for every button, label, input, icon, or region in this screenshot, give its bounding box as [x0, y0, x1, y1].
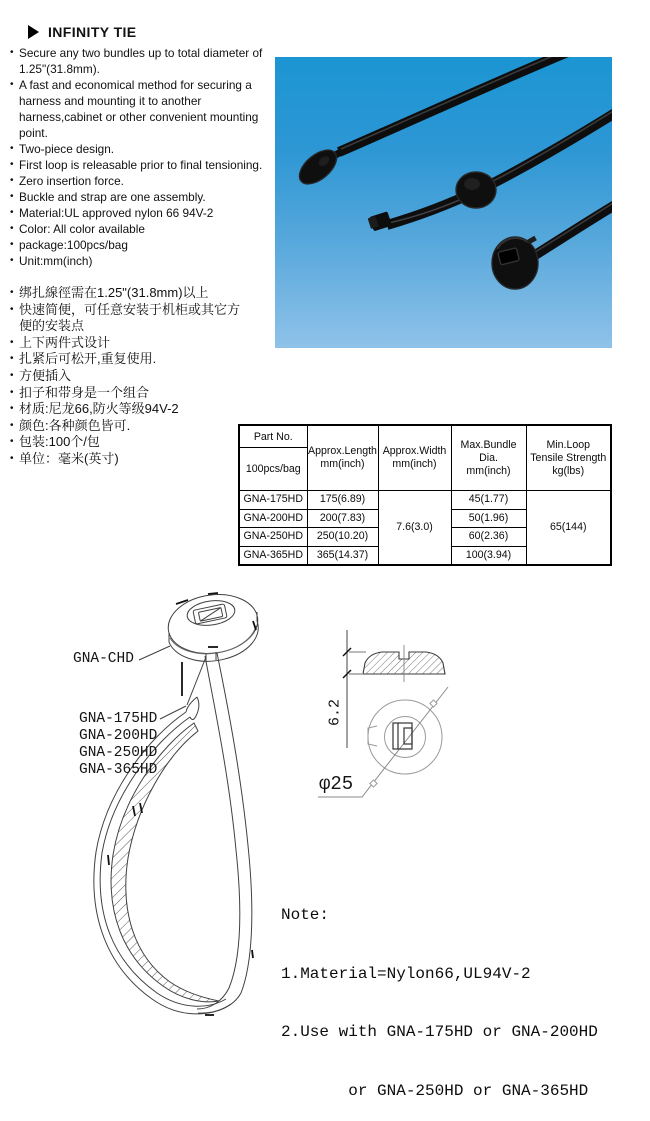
header-line: Min.Loop — [546, 438, 591, 451]
header-line: Max.Bundle — [460, 438, 517, 451]
feature-item: • 材质:尼龙66,防火等级94V-2 — [10, 401, 242, 418]
dimension-diameter: φ25 — [319, 773, 354, 795]
feature-item: • 扎紧后可松开,重复使用. — [10, 351, 242, 368]
header-100pcs: 100pcs/bag — [245, 463, 301, 475]
cell-bundle: 45(1.77) — [451, 491, 526, 510]
header-line: kg(lbs) — [552, 464, 585, 477]
triangle-bullet-icon — [28, 25, 39, 39]
note-title: Note: — [281, 906, 330, 924]
note-line: 2.Use with GNA-175HD or GNA-200HD — [281, 1023, 598, 1041]
header-line: Approx.Width — [382, 445, 447, 457]
dimension-height: 6.2 — [326, 699, 344, 727]
header-line: Dia. — [479, 451, 498, 464]
cable-ties-image — [275, 57, 612, 348]
feature-item: • package:100pcs/bag — [10, 237, 266, 253]
feature-item: • 单位：毫米(英寸) — [10, 451, 242, 468]
feature-item: • A fast and economical method for securing a harness and mounting it to another harness,cabinet or other convenient mounting point. — [10, 77, 266, 141]
cell-length: 365(14.37) — [307, 546, 378, 565]
cell-part: GNA-175HD — [239, 491, 307, 510]
page-title: INFINITY TIE — [48, 24, 137, 40]
table-row — [239, 491, 611, 510]
spec-table — [238, 424, 612, 566]
cell-bundle: 60(2.36) — [451, 528, 526, 547]
feature-list-chinese — [10, 285, 242, 468]
product-photo — [275, 57, 612, 348]
header-line: Tensile Strength — [530, 451, 607, 464]
feature-item: • 绑扎線徑需在1.25"(31.8mm)以上 — [10, 285, 242, 302]
note-line: or GNA-250HD or GNA-365HD — [281, 1081, 589, 1100]
cell-bundle: 100(3.94) — [451, 546, 526, 565]
cell-strength-shared: 65(144) — [526, 491, 611, 566]
cable-tie-top — [293, 57, 575, 190]
feature-item: • 快速简便，可任意安装于机柜或其它方便的安装点 — [10, 302, 242, 335]
col-header-width — [378, 425, 451, 491]
header-line: mm(inch) — [320, 458, 365, 470]
cell-length: 200(7.83) — [307, 509, 378, 528]
cell-length: 250(10.20) — [307, 528, 378, 547]
label-model: GNA-250HD — [79, 745, 158, 761]
feature-item: • Material:UL approved nylon 66 94V-2 — [10, 205, 266, 221]
col-header-strength — [526, 425, 611, 491]
feature-list-english — [10, 45, 266, 269]
feature-item: • Buckle and strap are one assembly. — [10, 189, 266, 205]
page-header — [28, 24, 137, 40]
label-model: GNA-365HD — [79, 762, 158, 778]
table-header-row — [239, 425, 611, 491]
label-model: GNA-175HD — [79, 711, 158, 727]
cell-length: 175(6.89) — [307, 491, 378, 510]
col-header-length — [307, 425, 378, 491]
note-line: 1.Material=Nylon66,UL94V-2 — [281, 964, 531, 983]
feature-item: • 颜色:各种颜色皆可. — [10, 418, 242, 435]
feature-item: • Two-piece design. — [10, 141, 266, 157]
header-line: mm(inch) — [392, 458, 437, 470]
col-header-bundle — [451, 425, 526, 491]
header-line: mm(inch) — [466, 464, 511, 477]
feature-item: • 包装:100个/包 — [10, 434, 242, 451]
feature-item: • 扣子和带身是一个组合 — [10, 385, 242, 402]
col-header-part — [239, 425, 307, 491]
feature-item: • 上下两件式设计 — [10, 335, 242, 352]
feature-item: • Secure any two bundles up to total diameter of 1.25"(31.8mm). — [10, 45, 266, 77]
note-block — [281, 867, 598, 1121]
cell-part: GNA-250HD — [239, 528, 307, 547]
feature-item: • Zero insertion force. — [10, 173, 266, 189]
cell-part: GNA-200HD — [239, 509, 307, 528]
feature-item: • First loop is releasable prior to final tensioning. — [10, 157, 266, 173]
label-strap-models — [79, 711, 157, 779]
label-gna-chd: GNA-CHD — [73, 651, 134, 667]
feature-item: • 方便插入 — [10, 368, 242, 385]
header-line: Approx.Length — [308, 445, 377, 457]
cell-bundle: 50(1.96) — [451, 509, 526, 528]
cell-part: GNA-365HD — [239, 546, 307, 565]
label-model: GNA-200HD — [79, 728, 158, 744]
header-part-no: Part No. — [240, 428, 307, 448]
cable-tie-bottom — [492, 202, 612, 289]
cell-width-shared: 7.6(3.0) — [378, 491, 451, 566]
feature-item: • Color: All color available — [10, 221, 266, 237]
feature-item: • Unit:mm(inch) — [10, 253, 266, 269]
